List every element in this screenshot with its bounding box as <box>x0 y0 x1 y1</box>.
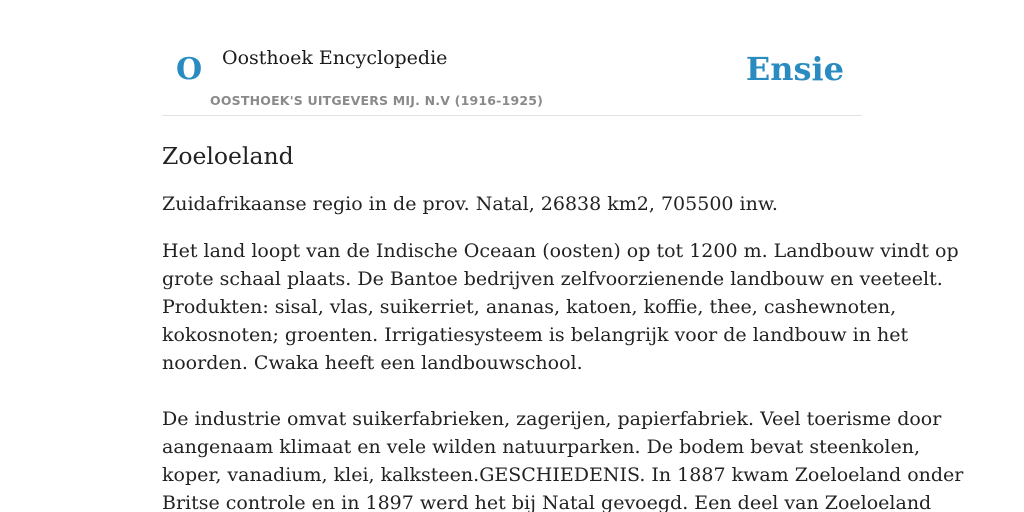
body-line: Het land loopt van de Indische Oceaan (oosten) op tot 1200 m. Landbouw vindt op <box>162 240 959 262</box>
body-line: Produkten: sisal, vlas, suikerriet, ananas, katoen, koffie, thee, cashewnoten, <box>162 296 897 318</box>
body-line: grote schaal plaats. De Bantoe bedrijven zelfvoorzienende landbouw en veeteelt. <box>162 268 943 290</box>
source-title-link[interactable]: Oosthoek Encyclopedie <box>222 47 448 69</box>
body-line: kokosnoten; groenten. Irrigatiesysteem is belangrijk voor de landbouw in het <box>162 324 909 346</box>
article <box>162 116 964 512</box>
source-subtitle: OOSTHOEK'S UITGEVERS MIJ. N.V (1916-1925) <box>210 93 544 108</box>
article-lead: Zuidafrikaanse regio in de prov. Natal, 26838 km2, 705500 inw. <box>162 193 778 215</box>
body-line: koper, vanadium, klei, kalksteen.GESCHIEDENIS. In 1887 kwam Zoeloeland onder <box>162 464 964 486</box>
page <box>162 0 964 512</box>
body-line: aangenaam klimaat en vele wilden natuurparken. De bodem bevat steenkolen, <box>162 436 921 458</box>
body-line: noorden. Cwaka heeft een landbouwschool. <box>162 352 583 374</box>
article-body <box>162 237 964 512</box>
body-line: Britse controle en in 1897 werd het bij Natal gevoegd. Een deel van Zoeloeland <box>162 492 932 512</box>
body-line: De industrie omvat suikerfabrieken, zagerijen, papierfabriek. Veel toerisme door <box>162 408 942 430</box>
paragraph-break <box>162 377 867 405</box>
ensie-logo-link[interactable]: Ensie <box>745 50 844 88</box>
article-title: Zoeloeland <box>162 142 294 170</box>
source-logo[interactable]: O <box>176 52 203 87</box>
source-header <box>162 0 862 116</box>
